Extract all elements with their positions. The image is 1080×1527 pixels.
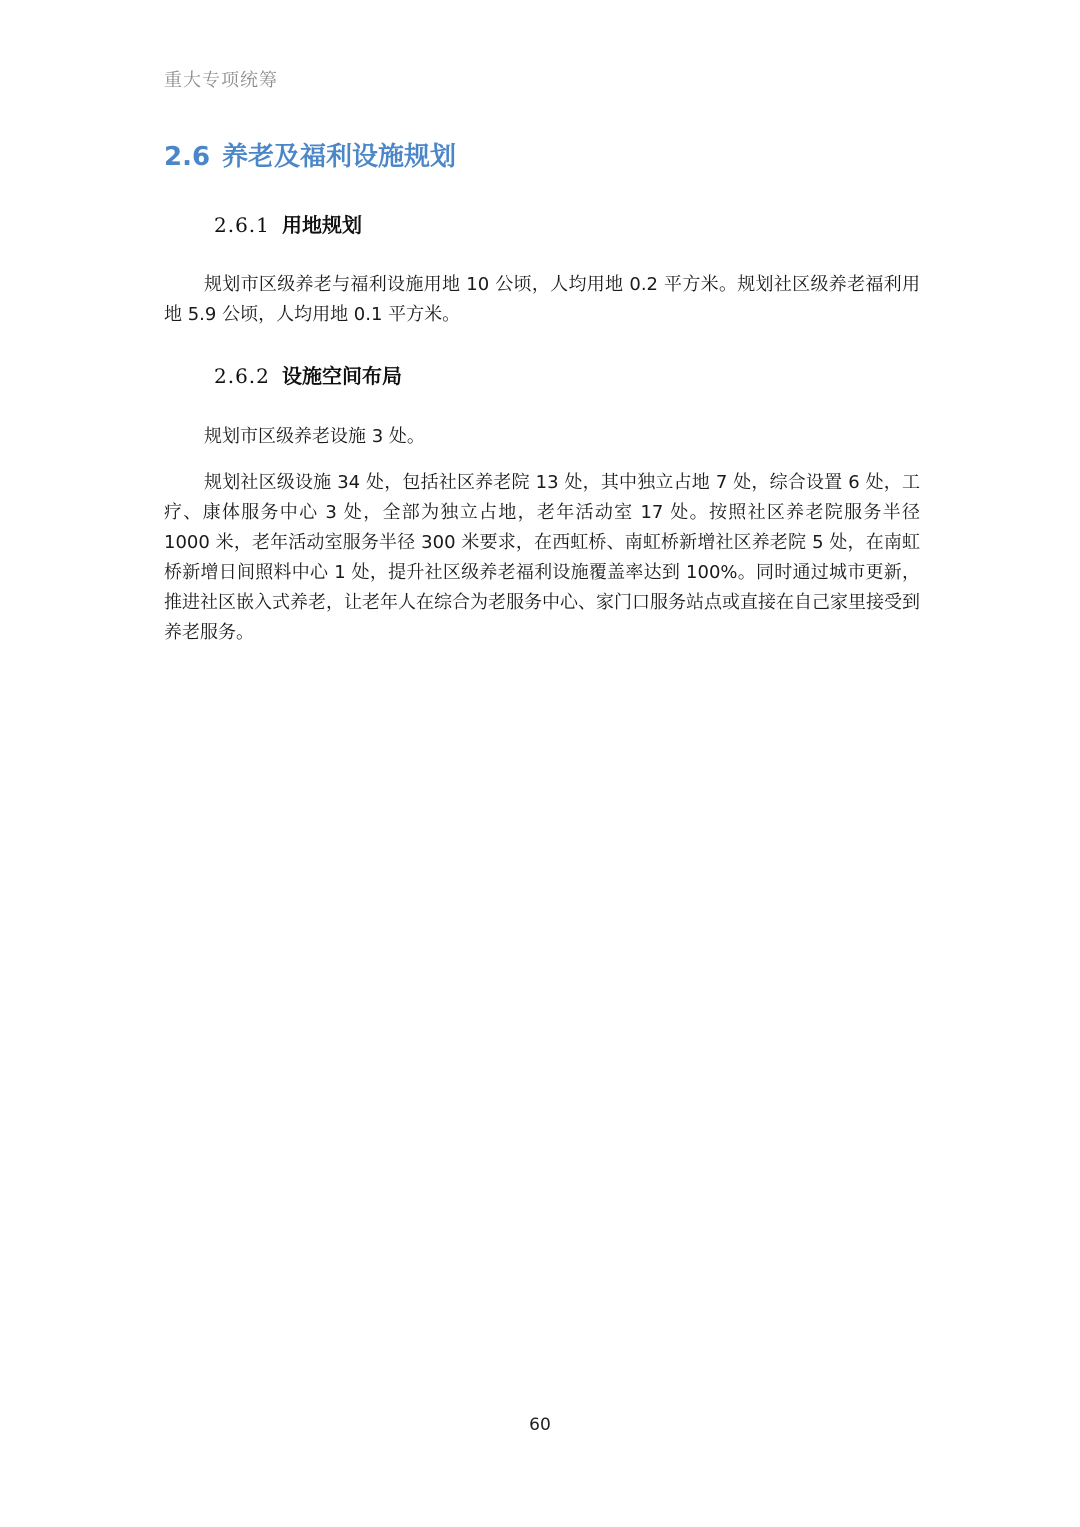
subsection-number: 2.6.2 — [214, 364, 270, 388]
paragraph-city-facilities: 规划市区级养老设施 3 处。 — [204, 426, 425, 447]
paragraph-land-use: 规划市区级养老与福利设施用地 10 公顷，人均用地 0.2 平方米。规划社区级养老福利用地 5.9 公顷，人均用地 0.1 平方米。 — [164, 274, 920, 325]
subsection-title: 设施空间布局 — [282, 364, 402, 388]
section-heading — [164, 136, 456, 173]
page-number: 60 — [529, 1415, 551, 1435]
paragraph-community-facilities: 规划社区级设施 34 处，包括社区养老院 13 处，其中独立占地 7 处，综合设置 6 处，工疗、康体服务中心 3 处，全部为独立占地，老年活动室 17 处。按照社区养老院服务半径 1000 米，老年活动室服务半径 300 米要求，在西虹桥、南虹桥新增社区养老院 5 处，在南虹桥新增日间照料中心 1 处，提升社区级养老福利设施覆盖率达到 100%。同时通过城市更新，推进社区嵌入式养老，让老年人在综合为老服务中心、家门口服务站点或直接在自己家里接受到养老服务。 — [164, 472, 920, 643]
subsection-heading-land-planning — [214, 209, 362, 238]
running-header: 重大专项统筹 — [164, 70, 278, 91]
subsection-title: 用地规划 — [282, 213, 362, 237]
section-title: 养老及福利设施规划 — [222, 142, 457, 172]
subsection-heading-spatial-layout — [214, 360, 402, 389]
subsection-number: 2.6.1 — [214, 213, 270, 237]
section-number: 2.6 — [164, 142, 211, 172]
